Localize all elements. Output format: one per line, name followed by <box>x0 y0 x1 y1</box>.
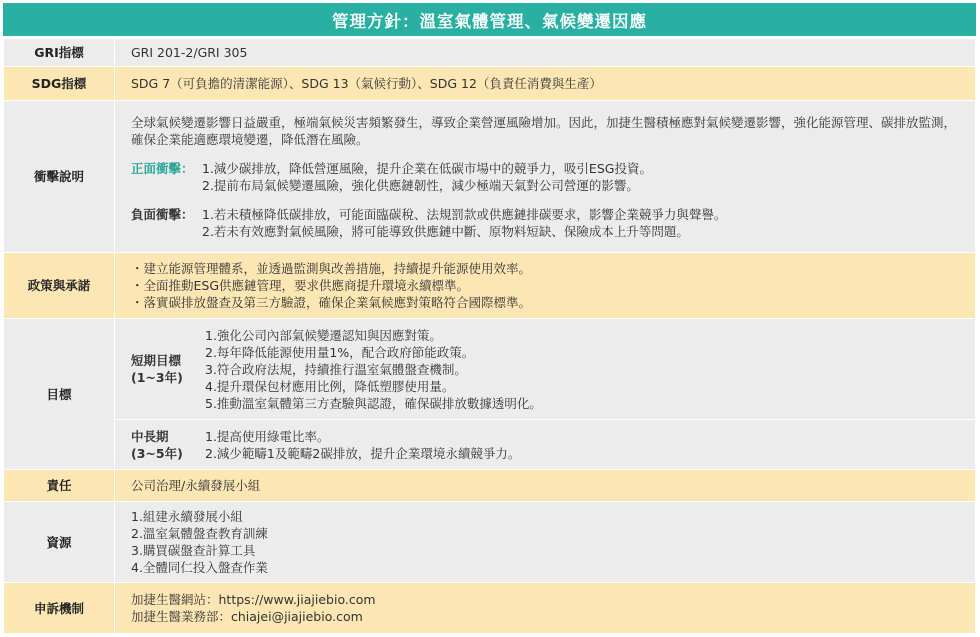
short-term-item: 1.強化公司內部氣候變遷認知與因應對策。 <box>205 327 442 343</box>
impact-label: 衝擊說明 <box>4 101 115 253</box>
negative-impact-label: 負面衝擊： <box>131 206 194 222</box>
negative-impact-item: 1.若未積極降低碳排放，可能面臨碳稅、法規罰款或供應鏈排碳要求，影響企業競爭力與聲譽。 <box>202 206 727 222</box>
mid-term-item: 1.提高使用綠電比率。 <box>205 428 330 444</box>
short-term-item: 5.推動溫室氣體第三方查驗與認證，確保碳排放數據透明化。 <box>205 395 542 411</box>
mid-term-label: 中長期 <box>131 428 169 444</box>
email-contact: 加捷生醫業務部：chiajei@jiajiebio.com <box>131 609 363 624</box>
mid-term-period: (3~5年) <box>131 445 183 461</box>
goals-mid-row <box>4 420 976 470</box>
policy-item: ・落實碳排放盤查及第三方驗證，確保企業氣候應對策略符合國際標準。 <box>131 295 532 310</box>
mid-term-goals <box>115 420 976 470</box>
resource-item: 1.組建永續發展小組 <box>131 509 243 524</box>
gri-row <box>4 39 976 67</box>
resources-label: 資源 <box>4 502 115 583</box>
short-term-item: 4.提升環保包材應用比例，降低塑膠使用量。 <box>205 378 455 394</box>
responsibility-value: 公司治理/永續發展小組 <box>115 470 976 502</box>
short-term-label: 短期目標 <box>131 353 182 368</box>
short-term-period: (1~3年) <box>131 370 183 385</box>
mid-term-item: 2.減少範疇1及範疇2碳排放，提升企業環境永續競爭力。 <box>205 445 521 461</box>
grievance-content <box>115 583 976 634</box>
grievance-row <box>4 583 976 634</box>
short-term-item: 2.每年降低能源使用量1%，配合政府節能政策。 <box>205 344 475 360</box>
resource-item: 3.購買碳盤查計算工具 <box>131 543 256 558</box>
mid-term-label-group <box>131 428 205 462</box>
resource-item: 4.全體同仁投入盤查作業 <box>131 560 268 575</box>
goals-label: 目標 <box>4 319 115 470</box>
positive-impact-label: 正面衝擊： <box>131 160 194 176</box>
negative-impact <box>131 206 967 240</box>
policy-table <box>3 38 976 634</box>
positive-impact <box>131 160 967 194</box>
responsibility-row <box>4 470 976 502</box>
gri-value: GRI 201-2/GRI 305 <box>115 39 976 67</box>
policy-row <box>4 253 976 319</box>
positive-impact-item: 2.提前布局氣候變遷風險，強化供應鏈韌性，減少極端天氣對公司營運的影響。 <box>202 177 639 193</box>
impact-row <box>4 101 976 253</box>
website-link: 加捷生醫網站：https://www.jiajiebio.com <box>131 592 376 607</box>
grievance-label: 申訴機制 <box>4 583 115 634</box>
sdg-value: SDG 7（可負擔的清潔能源）、SDG 13（氣候行動）、SDG 12（負責任消費與生產） <box>115 67 976 101</box>
short-term-goals <box>115 319 976 420</box>
policy-item: ・建立能源管理體系，並透過監測與改善措施，持續提升能源使用效率。 <box>131 261 532 276</box>
responsibility-label: 責任 <box>4 470 115 502</box>
resources-content <box>115 502 976 583</box>
gri-label: GRI指標 <box>4 39 115 67</box>
policy-label: 政策與承諾 <box>4 253 115 319</box>
positive-impact-item: 1.減少碳排放，降低營運風險，提升企業在低碳市場中的競爭力，吸引ESG投資。 <box>202 160 652 176</box>
policy-item: ・全面推動ESG供應鏈管理，要求供應商提升環境永續標準。 <box>131 278 470 293</box>
short-term-label-group <box>131 327 205 412</box>
sdg-label: SDG指標 <box>4 67 115 101</box>
impact-content <box>115 101 976 253</box>
goals-short-row <box>4 319 976 420</box>
sdg-row <box>4 67 976 101</box>
negative-impact-item: 2.若未有效應對氣候風險，將可能導致供應鏈中斷、原物料短缺、保險成本上升等問題。 <box>202 223 689 239</box>
page-title: 管理方針：溫室氣體管理、氣候變遷因應 <box>3 3 976 36</box>
resource-item: 2.溫室氣體盤查教育訓練 <box>131 526 268 541</box>
resources-row <box>4 502 976 583</box>
short-term-item: 3.符合政府法規，持續推行溫室氣體盤查機制。 <box>205 361 467 377</box>
policy-content <box>115 253 976 319</box>
impact-intro: 全球氣候變遷影響日益嚴重，極端氣候災害頻繁發生，導致企業營運風險增加。因此，加捷生醫積極應對氣候變遷影響，強化能源管理、碳排放監測，確保企業能適應環境變遷，降低潛在風險。 <box>131 114 957 147</box>
